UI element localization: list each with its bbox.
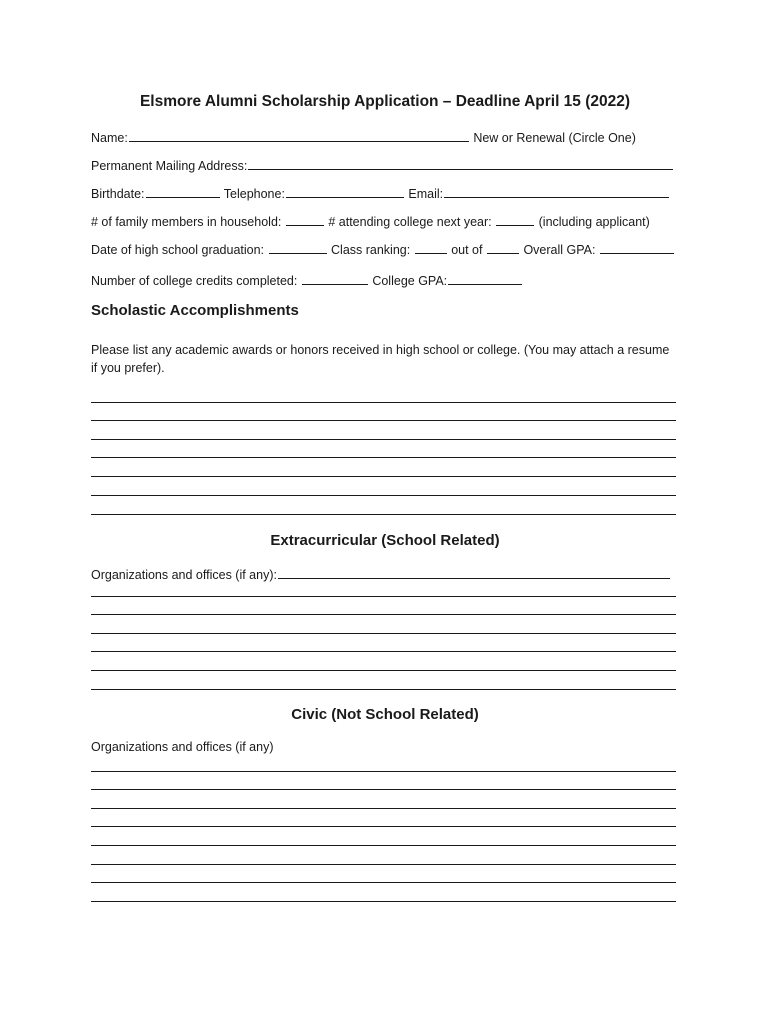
answer-line[interactable] (91, 808, 676, 809)
answer-line[interactable] (91, 771, 676, 772)
answer-line[interactable] (91, 402, 676, 403)
address-label: Permanent Mailing Address: (91, 159, 248, 173)
graduation-label: Date of high school graduation: (91, 243, 265, 257)
family-field[interactable] (286, 213, 324, 226)
attending-label: # attending college next year: (328, 215, 492, 229)
answer-line[interactable] (91, 495, 676, 496)
class-size-field[interactable] (487, 241, 519, 254)
telephone-field[interactable] (286, 185, 404, 198)
telephone-label: Telephone: (223, 187, 285, 201)
ranking-label: Class ranking: (331, 243, 411, 257)
scholastic-instructions: Please list any academic awards or honors received in high school or college. (You may attach a resume if you prefer). (91, 343, 670, 375)
graduation-row (91, 241, 681, 257)
contact-row (91, 185, 681, 201)
family-row (91, 213, 681, 229)
address-field[interactable] (248, 157, 673, 170)
attending-field[interactable] (496, 213, 534, 226)
family-label: # of family members in household: (91, 215, 282, 229)
extracurricular-field[interactable] (278, 566, 670, 579)
form-title: Elsmore Alumni Scholarship Application – Deadline April 15 (2022) (139, 93, 631, 110)
birthdate-field[interactable] (146, 185, 220, 198)
ranking-field[interactable] (415, 241, 447, 254)
civic-label: Organizations and offices (if any) (91, 740, 274, 754)
credits-label: Number of college credits completed: (91, 274, 298, 288)
extracurricular-row (91, 566, 681, 582)
answer-line[interactable] (91, 882, 676, 883)
civic-row (91, 740, 681, 754)
answer-line[interactable] (91, 689, 676, 690)
answer-line[interactable] (91, 633, 676, 634)
including-label: (including applicant) (538, 215, 650, 229)
answer-line[interactable] (91, 514, 676, 515)
answer-line[interactable] (91, 420, 676, 421)
answer-line[interactable] (91, 901, 676, 902)
graduation-field[interactable] (269, 241, 327, 254)
answer-line[interactable] (91, 826, 676, 827)
college-gpa-label: College GPA: (372, 274, 448, 288)
answer-line[interactable] (91, 596, 676, 597)
address-row (91, 157, 681, 173)
answer-line[interactable] (91, 457, 676, 458)
birthdate-label: Birthdate: (91, 187, 145, 201)
civic-heading: Civic (Not School Related) (291, 706, 479, 723)
college-gpa-field[interactable] (448, 272, 522, 285)
extracurricular-label: Organizations and offices (if any): (91, 568, 277, 582)
name-field[interactable] (129, 129, 469, 142)
email-field[interactable] (444, 185, 669, 198)
credits-field[interactable] (302, 272, 368, 285)
scholastic-heading: Scholastic Accomplishments (91, 302, 299, 319)
answer-line[interactable] (91, 789, 676, 790)
answer-line[interactable] (91, 670, 676, 671)
answer-line[interactable] (91, 651, 676, 652)
answer-line[interactable] (91, 614, 676, 615)
name-row (91, 129, 681, 145)
credits-row (91, 272, 681, 288)
answer-line[interactable] (91, 864, 676, 865)
name-label: Name: (91, 131, 128, 145)
answer-line[interactable] (91, 845, 676, 846)
answer-line[interactable] (91, 439, 676, 440)
answer-line[interactable] (91, 476, 676, 477)
gpa-field[interactable] (600, 241, 674, 254)
out-of-label: out of (451, 243, 483, 257)
gpa-label: Overall GPA: (523, 243, 596, 257)
extracurricular-heading: Extracurricular (School Related) (270, 532, 500, 549)
email-label: Email: (408, 187, 444, 201)
renewal-label: New or Renewal (Circle One) (473, 131, 636, 145)
